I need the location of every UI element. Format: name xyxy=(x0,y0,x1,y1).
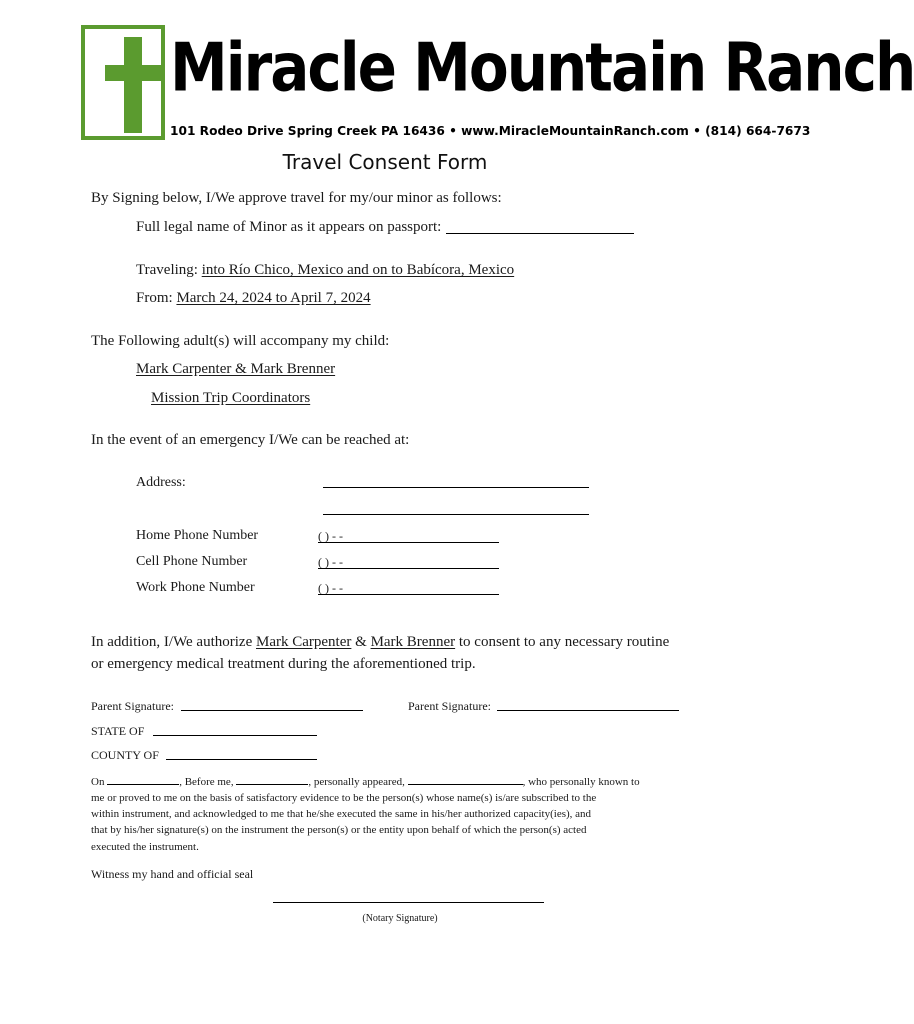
notary-line-3: within instrument, and acknowledged to me that he/she executed the same in his/her authorized capacity(ies), and xyxy=(91,808,592,820)
home-phone-template: ( ) - - xyxy=(318,529,343,543)
notary-line-1 xyxy=(91,774,640,788)
org-address-line: 101 Rodeo Drive Spring Creek PA 16436 • www.MiracleMountainRanch.com • (814) 664-7673 xyxy=(170,124,811,138)
authorize-name-1: Mark Carpenter xyxy=(256,634,352,650)
notary-appeared: , personally appeared, xyxy=(308,776,405,788)
notary-line-4: that by his/her signature(s) on the instrument the person(s) or the entity upon behalf of which the person(s) acted xyxy=(91,824,587,836)
cell-phone-field[interactable] xyxy=(318,568,499,569)
notary-on: On xyxy=(91,776,105,788)
accompany-names: Mark Carpenter & Mark Brenner xyxy=(136,361,336,377)
cell-phone-label: Cell Phone Number xyxy=(136,554,248,569)
minor-name-label: Full legal name of Minor as it appears on passport: xyxy=(136,219,442,235)
from-row xyxy=(136,290,371,307)
traveling-row xyxy=(136,262,514,279)
parent-signature-field-2[interactable] xyxy=(497,710,679,711)
notary-date-field[interactable] xyxy=(107,774,179,785)
work-phone-label: Work Phone Number xyxy=(136,580,255,595)
home-phone-label: Home Phone Number xyxy=(136,528,259,543)
address-label: Address: xyxy=(136,475,186,490)
cross-vertical-bar xyxy=(124,37,142,133)
notary-line-2: me or proved to me on the basis of satisfactory evidence to be the person(s) whose name(s) is/are subscribed to the xyxy=(91,792,597,804)
org-name: Miracle Mountain Ranch xyxy=(170,28,914,107)
cell-phone-template: ( ) - - xyxy=(318,555,343,569)
work-phone-template: ( ) - - xyxy=(318,581,343,595)
notary-name-field[interactable] xyxy=(236,774,308,785)
accompany-role: Mission Trip Coordinators xyxy=(151,390,311,406)
from-label: From: xyxy=(136,290,173,306)
logo-cross-icon xyxy=(81,25,165,140)
parent-signature-label-1: Parent Signature: xyxy=(91,699,174,713)
emergency-label: In the event of an emergency I/We can be reached at: xyxy=(91,432,410,448)
state-label: STATE OF xyxy=(91,724,145,738)
witness-label: Witness my hand and official seal xyxy=(91,867,254,881)
address-field-line-1[interactable] xyxy=(323,487,589,488)
work-phone-field[interactable] xyxy=(318,594,499,595)
notary-signature-caption: (Notary Signature) xyxy=(362,913,438,924)
from-value: March 24, 2024 to April 7, 2024 xyxy=(176,290,371,306)
county-field[interactable] xyxy=(166,759,317,760)
notary-before: , Before me, xyxy=(179,776,234,788)
county-label: COUNTY OF xyxy=(91,748,159,762)
authorize-amp: & xyxy=(355,634,367,650)
home-phone-field[interactable] xyxy=(318,542,499,543)
parent-signature-label-2: Parent Signature: xyxy=(408,699,491,713)
minor-name-field[interactable] xyxy=(446,233,634,234)
authorize-prefix: In addition, I/We authorize xyxy=(91,634,253,650)
parent-signature-field-1[interactable] xyxy=(181,710,363,711)
authorize-line-1 xyxy=(91,634,669,651)
notary-appeared-field[interactable] xyxy=(408,774,523,785)
traveling-label: Traveling: xyxy=(136,262,198,278)
notary-line-5: executed the instrument. xyxy=(91,841,199,853)
cross-horizontal-bar xyxy=(105,65,161,81)
traveling-value: into Río Chico, Mexico and on to Babícora, Mexico xyxy=(201,262,515,278)
page-title: Travel Consent Form xyxy=(282,150,488,174)
authorize-suffix: to consent to any necessary routine xyxy=(458,634,670,650)
intro-text: By Signing below, I/We approve travel for my/our minor as follows: xyxy=(91,190,502,206)
notary-signature-field[interactable] xyxy=(273,902,544,903)
state-field[interactable] xyxy=(153,735,317,736)
notary-known: , who personally known to xyxy=(522,776,640,788)
address-field-line-2[interactable] xyxy=(323,514,589,515)
accompany-label: The Following adult(s) will accompany my child: xyxy=(91,333,390,349)
authorize-line-2: or emergency medical treatment during the aforementioned trip. xyxy=(91,656,476,672)
authorize-name-2: Mark Brenner xyxy=(370,634,456,650)
